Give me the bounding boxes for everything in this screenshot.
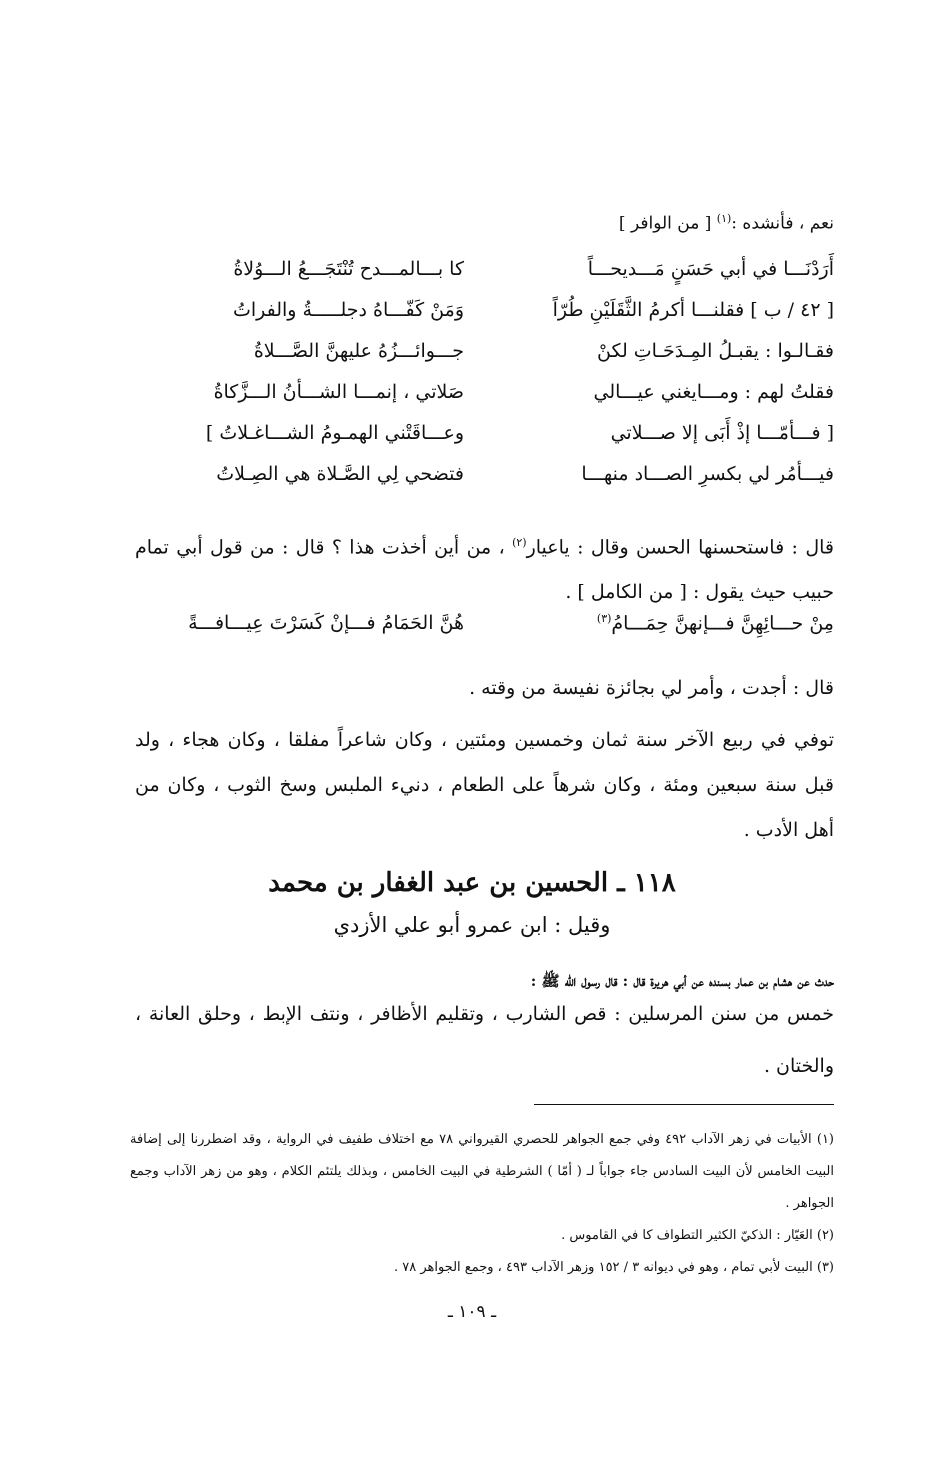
paragraph-3: توفي في ربيع الآخر سنة ثمان وخمسين ومئتين ، وكان شاعراً مفلقا ، وكان هجاء ، ولد قبل سنة سبعين ومئة ، وكان شرهاً على الطعام ، دنيء الملبس وسخ الثوب ، وكان من أهل الأدب . xyxy=(135,729,834,841)
hadith-intro: حدث عن هشام بن عمار بسنده عن أبي هريرة قال : قال رسول الله ﷺ : xyxy=(530,972,834,990)
footnote-ref-1: (١) xyxy=(716,212,732,225)
first-hemistich: مِنْ حـــائِهِنَّ فـــإنهنَّ حِمَـــامُ$^{(٣)}$ xyxy=(596,612,834,635)
second-hemistich: فتضحي لِي الصَّـلاة هي الصِـلاتُ xyxy=(216,463,464,485)
verse xyxy=(160,463,834,504)
first-hemistich: فيـــأمُر لي بكسرِ الصـــاد منهـــا xyxy=(581,463,834,485)
first-hemistich: أَرَدْنَـــا في أبي حَسَنٍ مَـــديحـــاً xyxy=(587,258,834,280)
entry-heading: ١١٨ ـ الحسين بن عبد الغفار بن محمد xyxy=(268,868,676,898)
page-number: ـ ١٠٩ ـ xyxy=(447,1302,497,1322)
second-hemistich: جـــوائـــزُهُ عليهنَّ الصَّـــلاةُ xyxy=(253,340,464,362)
verse xyxy=(160,422,834,463)
hadith-text: خمس من سنن المرسلين : قص الشارب ، وتقليم الأظافر ، ونتف الإبط ، وحلق العانة ، والختان . xyxy=(135,1003,834,1077)
second-hemistich: هُنَّ الحَمَامُ فـــإنْ كَسَرْتَ عِيـــافـــةً xyxy=(188,612,464,634)
verse xyxy=(160,340,834,381)
footnote-divider xyxy=(534,1104,834,1105)
footnote-3: (٣) البيت لأبي تمام ، وهو في ديوانه ٣ / ١٥٢ وزهر الآداب ٤٩٣ ، وجمع الجواهر ٧٨ . xyxy=(393,1260,834,1275)
verse xyxy=(160,381,834,422)
poem xyxy=(160,258,834,504)
paragraph-2: قال : أجدت ، وأمر لي بجائزة نفيسة من وقته . xyxy=(469,677,834,699)
second-hemistich: كا بـــالمـــدح تُنْتَجَـــعُ الـــوُلاةُ xyxy=(233,258,464,280)
footnote-ref-2: (٢) xyxy=(512,536,527,549)
verse xyxy=(160,299,834,340)
second-hemistich: صَلاتي ، إنمـــا الشـــأنُ الـــزَّكاةُ xyxy=(213,381,464,403)
quoted-verse xyxy=(160,612,834,652)
first-hemistich: فقـالـوا : يقبـلُ المِـدَحَـاتِ لكنْ xyxy=(597,340,834,362)
second-hemistich: وَمَنْ كَفّـــاهُ دجلـــــةُ والفراتُ xyxy=(232,299,464,321)
first-hemistich: فقلتُ لهم : ومـــايغني عيـــالي xyxy=(593,381,834,403)
footnote-1: (١) الأبيات في زهر الآداب ٤٩٢ وفي جمع الجواهر للحصري القيرواني ٧٨ مع اختلاف طفيف في الرواية ، وقد اضطررنا إلى إضافة البيت الخامس لأن البيت السادس جاء جواباً لـ ( أمّا ) الشرطية في البيت الخامس ، وبذلك يلتئم الكلام ، وهو من زهر الآداب وجمع الجواهر . xyxy=(130,1132,834,1211)
para1-before: قال : فاستحسنها الحسن وقال : ياعيار xyxy=(526,536,834,559)
footnote-2: (٢) العَيّار : الذكيّ الكثير التطواف كا في القاموس . xyxy=(561,1228,834,1243)
para1-after: ، من أين أخذت هذا ؟ قال : من قول أبي تمام حبيب حيث يقول : [ من الكامل ] . xyxy=(135,536,834,604)
first-hemistich: [ فـــأمّـــا إذْ أَبَى إلا صـــلاتي xyxy=(610,422,834,444)
first-hemistich: [ ٤٢ / ب ] فقلنـــا أكرمُ الثَّقَلَيْنِ طُرّاً xyxy=(552,299,834,321)
footnote-ref-3: (٣) xyxy=(596,612,612,625)
paragraph-1 xyxy=(135,520,834,615)
verse-intro xyxy=(135,212,834,234)
verse xyxy=(160,258,834,299)
footnotes xyxy=(130,1124,834,1284)
meter-label: [ من الوافر ] xyxy=(618,213,717,234)
intro-text: نعم ، فأنشده : xyxy=(731,213,834,234)
entry-subheading: وقيل : ابن عمرو أبو علي الأزدي xyxy=(333,913,611,937)
second-hemistich: وعـــاقَتْني الهمـومُ الشـــاغـلاتُ ] xyxy=(205,422,464,444)
